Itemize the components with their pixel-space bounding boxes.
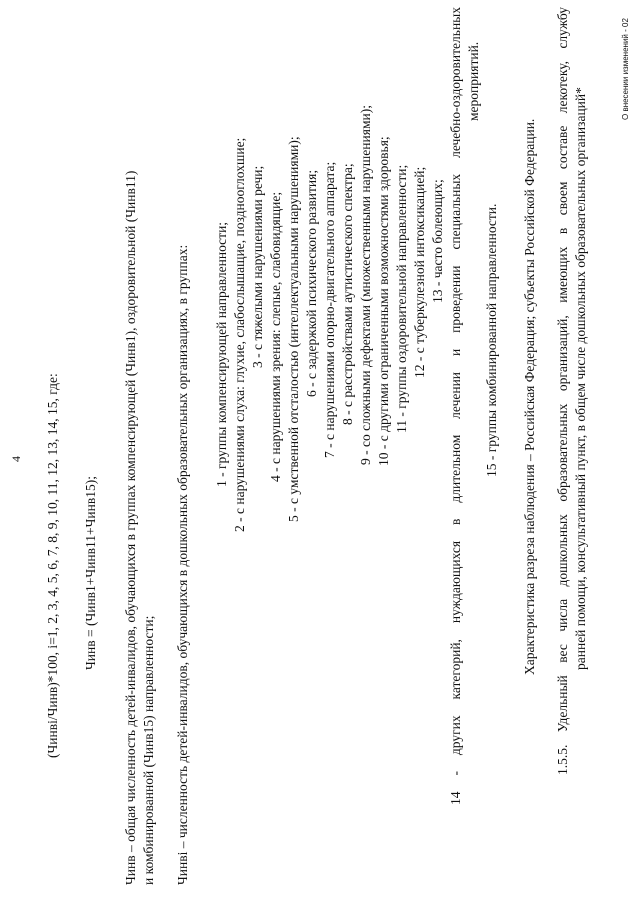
section-heading-line-1: 1.5.5. Удельный вес числа дошкольных образовательных организаций, имеющих в своем составе лекотеку, службу xyxy=(555,7,570,775)
group-item: 9 - со сложными дефектами (множественными нарушениями); xyxy=(358,105,373,465)
group-item: 11 - группы оздоровительной направленности; xyxy=(394,164,409,433)
group-item: 4 - с нарушениями зрения: слепые, слабовидящие; xyxy=(268,191,283,482)
footer-note: О внесении изменений - 02 xyxy=(621,18,630,120)
group-item: 7 - с нарушениями опорно-двигательного аппарата; xyxy=(322,161,337,458)
group-item: 14 - других категорий, нуждающихся в длительном лечении и проведении специальных лечебно-оздоровительных xyxy=(448,7,463,805)
group-item: 5 - с умственной отсталостью (интеллектуальными нарушениями); xyxy=(286,136,301,522)
formula-percentage: (Чинвi/Чинв)*100, i=1, 2, 3, 4, 5, 6, 7, 8, 9, 10, 11, 12, 13, 14, 15, где: xyxy=(45,373,60,758)
group-item: 13 - часто болеющих; xyxy=(430,179,445,303)
group-item: 6 - с задержкой психического развития; xyxy=(304,169,319,397)
group-item: 15 - группы комбинированной направленности. xyxy=(484,203,499,477)
group-item: 2 - с нарушениями слуха: глухие, слабослышащие, позднооглохшие; xyxy=(232,137,247,532)
group-item: 12 - с туберкулезной интоксикацией; xyxy=(412,166,427,378)
definition-total-line-2: и комбинированной (Чинв15) направленности; xyxy=(141,615,156,885)
definition-groups: Чинвi – численность детей-инвалидов, обучающихся в дошкольных образовательных организациях, в группах: xyxy=(175,244,190,885)
group-item: 10 - с другими ограниченными возможностями здоровья; xyxy=(376,136,391,466)
group-item: 8 - с расстройствами аутистического спектра; xyxy=(340,163,355,425)
page-number: 4 xyxy=(9,456,23,462)
section-heading-line-2: ранней помощи, консультативный пункт, в общем числе дошкольных образовательных организаций* xyxy=(573,87,588,670)
group-item: 3 - с тяжелыми нарушениями речи; xyxy=(250,165,265,368)
definition-total-line-1: Чинв – общая численность детей-инвалидов, обучающихся в группах компенсирующей (Чинв1), оздоровительной (Чинв11) xyxy=(123,170,138,885)
group-item-continuation: мероприятий. xyxy=(466,41,481,121)
characteristic-text: Характеристика разреза наблюдения – Российская Федерация; субъекты Российской Федерации. xyxy=(522,118,537,675)
formula-total: Чинв = (Чинв1+Чинв11+Чинв15); xyxy=(83,476,98,670)
group-item: 1 - группы компенсирующей направленности; xyxy=(214,221,229,487)
